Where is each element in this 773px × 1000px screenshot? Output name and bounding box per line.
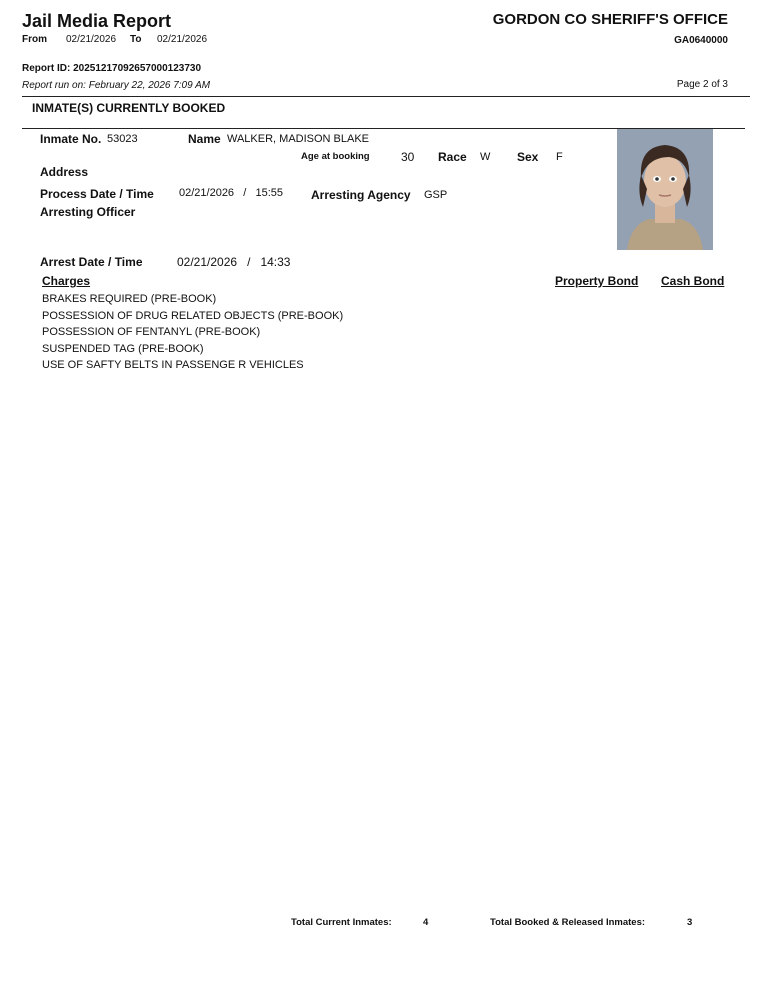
- page-number: Page 2 of 3: [676, 79, 728, 90]
- from-date: 02/21/2026: [66, 34, 117, 45]
- agency-label: Arresting Agency: [311, 188, 411, 202]
- inmate-name: WALKER, MADISON BLAKE: [227, 133, 370, 145]
- inmate-no: 53023: [107, 133, 138, 145]
- process-label: Process Date / Time: [40, 187, 154, 201]
- process-datetime: [179, 187, 283, 199]
- sex-label: Sex: [517, 150, 539, 164]
- race-label: Race: [438, 150, 467, 164]
- charge-item: POSSESSION OF FENTANYL (PRE-BOOK): [42, 326, 261, 338]
- charges-list: [42, 291, 343, 374]
- total-booked-label: Total Booked & Released Inmates:: [490, 917, 646, 928]
- process-date: 02/21/2026: [179, 187, 235, 199]
- header-divider: [22, 96, 750, 97]
- age-label: Age at booking: [301, 151, 370, 162]
- agency-code: GA0640000: [674, 35, 728, 46]
- arrest-datetime: [177, 255, 290, 269]
- report-run: [22, 80, 210, 91]
- charge-item: BRAKES REQUIRED (PRE-BOOK): [42, 293, 217, 305]
- inmate-no-label: Inmate No.: [40, 132, 102, 146]
- charges-label: Charges: [42, 274, 91, 288]
- from-label: From: [22, 34, 47, 45]
- officer-label: Arresting Officer: [40, 205, 136, 219]
- charge-item: SUSPENDED TAG (PRE-BOOK): [42, 342, 204, 355]
- total-current: 4: [423, 917, 429, 928]
- arresting-agency: GSP: [424, 189, 448, 201]
- sex: F: [556, 151, 563, 163]
- inmate-photo-illustration: [617, 129, 713, 250]
- date-time-separator: /: [243, 187, 247, 199]
- report-id-label: Report ID:: [22, 63, 71, 74]
- inmate-photo: [617, 129, 713, 250]
- to-label: To: [130, 34, 142, 45]
- cash-bond-label: Cash Bond: [661, 274, 725, 288]
- report-run-label: Report run on:: [22, 80, 86, 91]
- section-title: INMATE(S) CURRENTLY BOOKED: [32, 101, 226, 115]
- property-bond-label: Property Bond: [555, 274, 639, 288]
- name-label: Name: [188, 132, 221, 146]
- process-time: 15:55: [255, 187, 283, 199]
- total-current-label: Total Current Inmates:: [291, 917, 392, 928]
- race: W: [480, 151, 491, 163]
- total-booked: 3: [687, 917, 693, 928]
- report-title: Jail Media Report: [22, 11, 172, 31]
- report-id-value: 2025121709265700012373​0: [73, 63, 202, 74]
- age: 30: [401, 150, 415, 164]
- report-id: [22, 63, 201, 74]
- office-name: GORDON CO SHERIFF'S OFFICE: [492, 11, 728, 28]
- arrest-separator: /: [247, 255, 251, 269]
- charge-item: USE OF SAFTY BELTS IN PASSENGE R VEHICLES: [42, 359, 304, 371]
- address-label: Address: [40, 165, 89, 179]
- arrest-date: 02/21/2026: [177, 255, 238, 269]
- arrest-time: 14:33: [260, 255, 291, 269]
- charge-item: POSSESSION OF DRUG RELATED OBJECTS (PRE-BOOK): [42, 309, 344, 322]
- to-date: 02/21/2026: [157, 34, 208, 45]
- arrest-label: Arrest Date / Time: [40, 255, 143, 269]
- report-run-value: February 22, 2026 7:09 AM: [88, 80, 211, 91]
